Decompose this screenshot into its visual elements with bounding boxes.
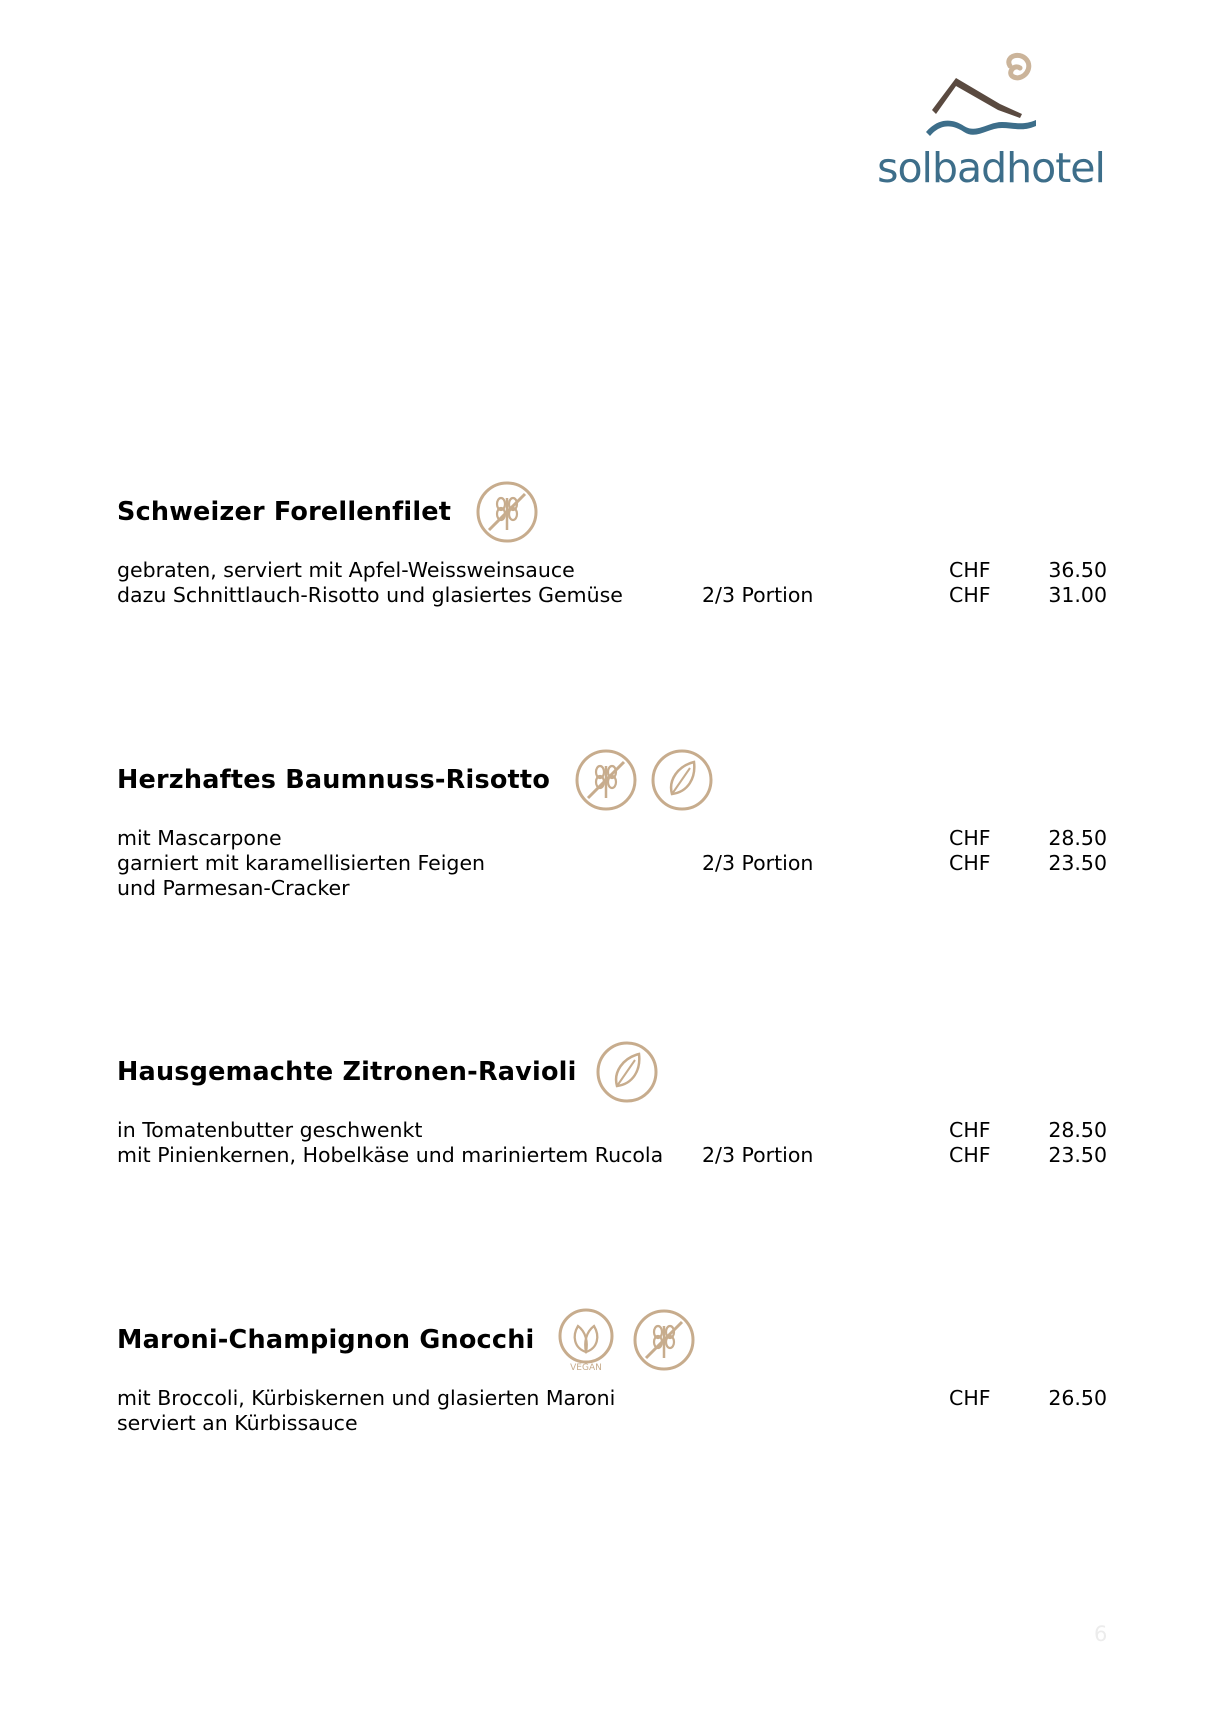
- currency: CHF: [949, 1118, 991, 1142]
- dish-line: [117, 1143, 1117, 1168]
- portion-label: 2/3 Portion: [702, 1143, 814, 1167]
- dish-description: dazu Schnittlauch-Risotto und glasiertes Gemüse: [117, 583, 623, 607]
- dish-description: mit Pinienkernen, Hobelkäse und mariniertem Rucola: [117, 1143, 664, 1167]
- dish-description: in Tomatenbutter geschwenkt: [117, 1118, 423, 1142]
- price: 28.50: [1048, 826, 1107, 850]
- brand-name: solbadhotel: [877, 144, 1105, 192]
- dish-line: [117, 1386, 1117, 1411]
- price: 23.50: [1048, 851, 1107, 875]
- portion-label: 2/3 Portion: [702, 851, 814, 875]
- dish-line: [117, 583, 1117, 608]
- dish-line: [117, 1118, 1117, 1143]
- currency: CHF: [949, 826, 991, 850]
- gluten-free-icon: [475, 480, 539, 544]
- dish-title: Hausgemachte Zitronen-Ravioli: [117, 1057, 577, 1087]
- dish-title: Herzhaftes Baumnuss-Risotto: [117, 765, 551, 795]
- dish-line: [117, 1411, 1117, 1436]
- dish-zitronen-ravioli: [117, 1040, 1117, 1168]
- currency: CHF: [949, 851, 991, 875]
- price: 23.50: [1048, 1143, 1107, 1167]
- dish-description: mit Broccoli, Kürbiskernen und glasierten Maroni: [117, 1386, 616, 1410]
- vegan-icon: [556, 1308, 620, 1372]
- dish-description: serviert an Kürbissauce: [117, 1411, 358, 1435]
- price: 28.50: [1048, 1118, 1107, 1142]
- dish-title: Schweizer Forellenfilet: [117, 497, 452, 527]
- currency: CHF: [949, 1386, 991, 1410]
- dish-line: [117, 851, 1117, 876]
- currency: CHF: [949, 583, 991, 607]
- dish-baumnuss-risotto: [117, 748, 1117, 901]
- portion-label: 2/3 Portion: [702, 583, 814, 607]
- price: 36.50: [1048, 558, 1107, 582]
- dish-line: [117, 558, 1117, 583]
- vegan-label: VEGAN: [570, 1363, 603, 1372]
- dish-line: [117, 826, 1117, 851]
- dish-line: [117, 876, 1117, 901]
- price: 26.50: [1048, 1386, 1107, 1410]
- logo-mark-icon: [924, 52, 1036, 150]
- dish-description: garniert mit karamellisierten Feigen: [117, 851, 486, 875]
- page-number: 6: [1094, 1622, 1108, 1646]
- dish-description: und Parmesan-Cracker: [117, 876, 350, 900]
- dish-title: Maroni-Champignon Gnocchi: [117, 1325, 535, 1355]
- price: 31.00: [1048, 583, 1107, 607]
- currency: CHF: [949, 558, 991, 582]
- dish-description: mit Mascarpone: [117, 826, 282, 850]
- currency: CHF: [949, 1143, 991, 1167]
- dish-description: gebraten, serviert mit Apfel-Weissweinsauce: [117, 558, 575, 582]
- gluten-free-icon: [574, 748, 638, 812]
- dish-maroni-gnocchi: [117, 1308, 1117, 1436]
- gluten-free-icon: [632, 1308, 696, 1372]
- vegetarian-leaf-icon: [595, 1040, 659, 1104]
- dish-forellenfilet: [117, 480, 1117, 608]
- solbadhotel-logo: [862, 52, 1120, 202]
- vegetarian-leaf-icon: [650, 748, 714, 812]
